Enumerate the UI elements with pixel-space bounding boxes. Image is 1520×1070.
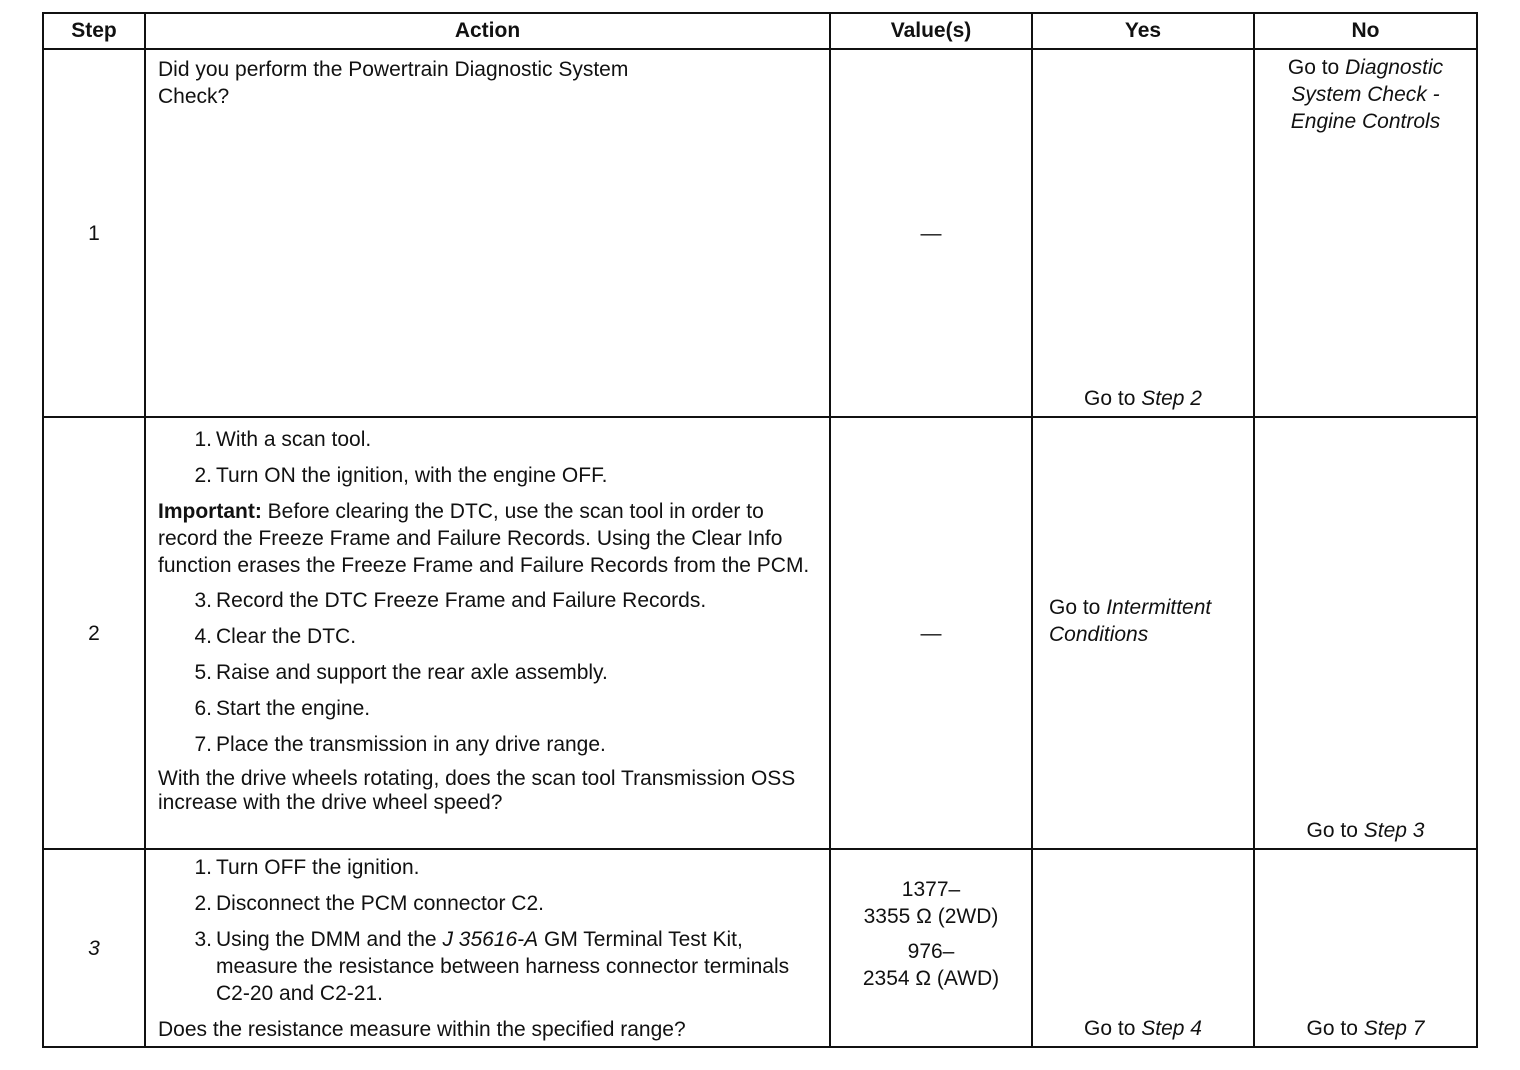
list-item: 4 . Clear the DTC.	[158, 623, 815, 650]
yes-link[interactable]: Step 4	[1141, 1017, 1202, 1040]
value-cell: —	[830, 49, 1032, 417]
header-values: Value(s)	[830, 13, 1032, 49]
table-row-step-3	[43, 849, 1477, 1047]
yes-cell	[1032, 849, 1254, 1047]
table-row-step-2	[43, 417, 1477, 849]
action-steps-list	[158, 587, 815, 758]
no-cell	[1254, 849, 1477, 1047]
tool-reference: J 35616-A	[442, 928, 539, 951]
list-item: 2 . Disconnect the PCM connector C2.	[158, 890, 815, 917]
diagnostic-table	[42, 12, 1478, 1048]
no-cell	[1254, 49, 1477, 417]
table-row-step-1	[43, 49, 1477, 417]
important-note: Important: Before clearing the DTC, use the scan tool in order to record the Freeze Frame and Failure Records. Using the Clear Info function erases the Freeze Frame and Failure Records from the PCM.	[158, 500, 810, 577]
header-yes: Yes	[1032, 13, 1254, 49]
action-question: Does the resistance measure within the specified range?	[158, 1018, 686, 1041]
list-item: 1 . Turn OFF the ignition.	[158, 854, 815, 881]
list-item: 2 . Turn ON the ignition, with the engine OFF.	[158, 462, 815, 489]
header-step: Step	[43, 13, 145, 49]
action-steps-list	[158, 426, 815, 489]
no-link[interactable]: Step 7	[1363, 1017, 1425, 1040]
list-item: 1 . With a scan tool.	[158, 426, 815, 453]
no-goto: Go to Diagnostic System Check - Engine Controls	[1287, 56, 1444, 133]
header-no: No	[1254, 13, 1477, 49]
list-item: 3 . Using the DMM and the J 35616-A GM Terminal Test Kit, measure the resistance between harness connector terminals C2-20 and C2-21.	[158, 926, 815, 1007]
yes-goto: Go to Intermittent Conditions	[1049, 596, 1212, 646]
step-number: 2	[43, 417, 145, 849]
action-question: With the drive wheels rotating, does the scan tool Transmission OSS increase with the drive wheel speed?	[158, 767, 796, 814]
step-number: 1	[43, 49, 145, 417]
action-steps-list	[158, 854, 815, 1007]
list-item: 6 . Start the engine.	[158, 695, 815, 722]
header-row	[43, 13, 1477, 49]
yes-link[interactable]: Step 2	[1141, 387, 1202, 410]
list-item: 7 . Place the transmission in any drive range.	[158, 731, 815, 758]
list-item: 3 . Record the DTC Freeze Frame and Failure Records.	[158, 587, 815, 614]
action-question: Did you perform the Powertrain Diagnostic System Check?	[158, 58, 629, 108]
yes-goto: Go to Step 2	[1084, 387, 1202, 410]
yes-goto: Go to Step 4	[1084, 1017, 1202, 1040]
no-goto: Go to Step 7	[1306, 1017, 1425, 1040]
value-cell	[830, 849, 1032, 1047]
action-cell	[145, 49, 830, 417]
yes-link[interactable]: Intermittent Conditions	[1049, 596, 1212, 646]
no-link[interactable]: Diagnostic System Check - Engine Controls	[1290, 56, 1444, 133]
list-item: 5 . Raise and support the rear axle assembly.	[158, 659, 815, 686]
action-cell	[145, 417, 830, 849]
no-cell	[1254, 417, 1477, 849]
no-goto: Go to Step 3	[1306, 819, 1425, 842]
step-number: 3	[43, 849, 145, 1047]
no-link[interactable]: Step 3	[1363, 819, 1425, 842]
value-cell: —	[830, 417, 1032, 849]
resistance-2wd: 1377– 3355 Ω (2WD)	[863, 878, 999, 928]
header-action: Action	[145, 13, 830, 49]
resistance-awd: 976– 2354 Ω (AWD)	[862, 940, 1000, 990]
yes-cell	[1032, 49, 1254, 417]
yes-cell	[1032, 417, 1254, 849]
action-cell	[145, 849, 830, 1047]
